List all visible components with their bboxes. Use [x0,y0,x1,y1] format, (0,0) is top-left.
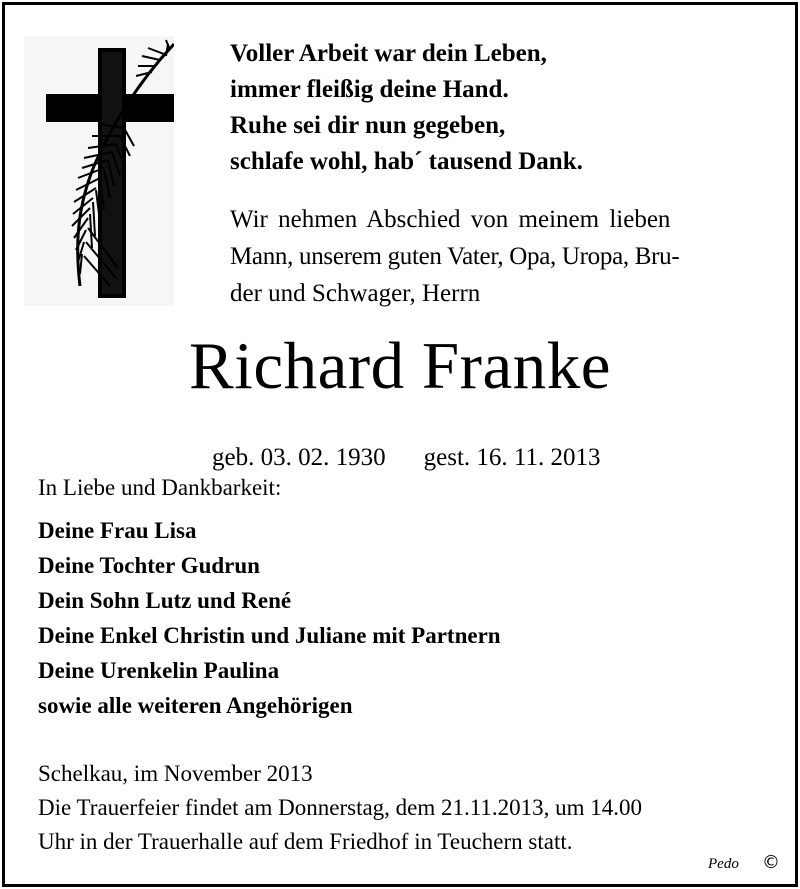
farewell-intro [230,201,760,312]
poem-line: Ruhe sei dir nun gegeben, [230,112,506,139]
place-date: Schelkau, im November 2013 [38,761,313,786]
mourner-entry: Deine Enkel Christin und Juliane mit Partnern [38,623,501,648]
intro-line: Wir nehmen Abschied von meinem lieben [230,206,671,233]
mourners-list [38,513,501,723]
copyright-symbol: © [762,852,780,873]
ceremony-info: Die Trauerfeier findet am Donnerstag, dem 21.11.2013, um 14.00 [38,795,643,820]
intro-line: Mann, unserem guten Vater, Opa, Uropa, Bru- [230,243,680,270]
mourner-entry: Dein Sohn Lutz und René [38,588,292,613]
thanks-line: In Liebe und Dankbarkeit: [38,475,282,500]
funeral-details [38,757,642,859]
cross-with-palm-branch-icon [24,36,174,306]
memorial-poem [230,36,770,180]
life-dates [0,407,800,475]
mourner-entry: sowie alle weiteren Angehörigen [38,693,353,718]
poem-line: Voller Arbeit war dein Leben, [230,40,547,67]
mourner-entry: Deine Tochter Gudrun [38,553,260,578]
poem-line: schlafe wohl, hab´ tausend Dank. [230,148,583,175]
poem-line: immer fleißig deine Hand. [230,76,509,103]
birth-date: geb. 03. 02. 1930 [212,444,386,471]
deceased-name: Richard Franke [189,329,611,403]
designer-signature: Pedo [708,856,739,872]
death-date: gest. 16. 11. 2013 [423,444,601,471]
intro-line: der und Schwager, Herrn [230,280,481,307]
mourner-entry: Deine Urenkelin Paulina [38,658,280,683]
mourner-entry: Deine Frau Lisa [38,518,197,543]
ceremony-location: Uhr in der Trauerhalle auf dem Friedhof in Teuchern statt. [38,829,573,854]
